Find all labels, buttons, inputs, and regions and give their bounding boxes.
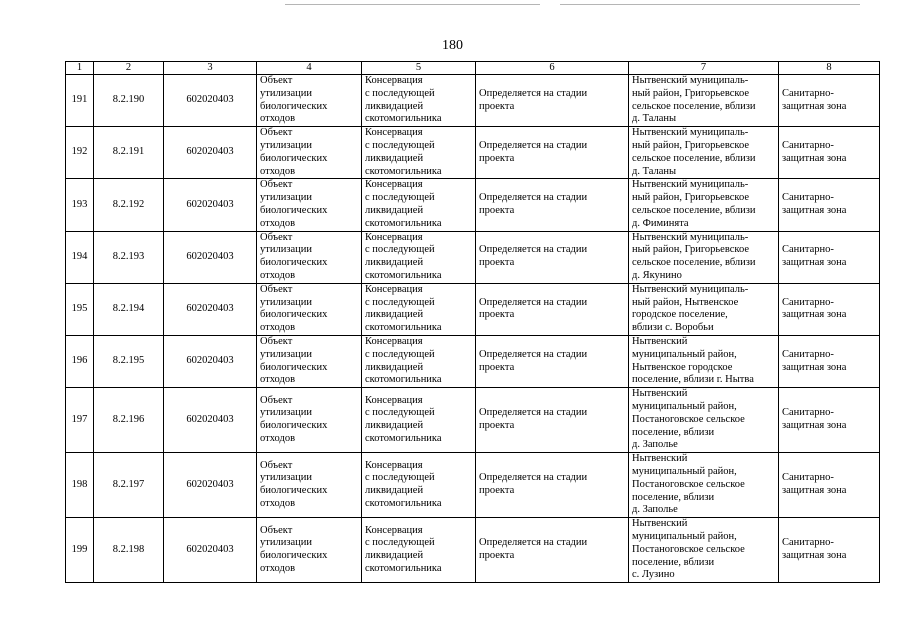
location-cell <box>629 75 779 127</box>
object-type-line: Объект <box>260 75 293 86</box>
header-cell: 2 <box>94 62 164 75</box>
location-line: д. Заполье <box>632 439 678 451</box>
object-type-line: утилизации <box>260 87 312 99</box>
zone-line: защитная зона <box>782 152 847 164</box>
object-type-line: Объект <box>260 394 293 406</box>
zone-cell <box>779 335 880 387</box>
zone-cell <box>779 179 880 231</box>
action-line: с последующей <box>365 192 435 204</box>
location-cell <box>629 283 779 335</box>
object-type-cell <box>257 179 362 231</box>
object-type-line: Объект <box>260 524 293 536</box>
table-body <box>66 75 880 583</box>
location-line: поселение, вблизи <box>632 491 715 503</box>
deadline-line: проекта <box>479 550 515 562</box>
code-cell: 8.2.193 <box>94 231 164 283</box>
object-type-line: утилизации <box>260 192 312 204</box>
code-cell: 8.2.191 <box>94 127 164 179</box>
action-line: ликвидацией <box>365 309 424 321</box>
deadline-line: Определяется на стадии <box>479 296 588 308</box>
code-cell: 8.2.190 <box>94 75 164 127</box>
location-line: муниципальный район, <box>632 400 737 412</box>
action-line: скотомогильника <box>365 497 442 509</box>
object-type-line: Объект <box>260 335 293 347</box>
action-line: Консервация <box>365 179 423 191</box>
object-type-cell <box>257 453 362 518</box>
row-number-cell: 194 <box>66 231 94 283</box>
object-type-line: отходов <box>260 322 296 334</box>
register-table <box>65 61 880 583</box>
location-line: поселение, вблизи г. Нытва <box>632 374 754 386</box>
location-line: сельское поселение, вблизи <box>632 152 756 164</box>
zone-line: защитная зона <box>782 420 847 432</box>
top-rule-right <box>560 4 860 5</box>
okpd-code-cell: 602020403 <box>164 388 257 453</box>
action-line: ликвидацией <box>365 204 424 216</box>
action-line: ликвидацией <box>365 257 424 269</box>
action-line: Консервация <box>365 231 423 243</box>
action-line: скотомогильника <box>365 562 442 574</box>
row-number-cell: 198 <box>66 453 94 518</box>
table-row <box>66 283 880 335</box>
action-line: ликвидацией <box>365 361 424 373</box>
location-line: городское поселение, <box>632 309 728 321</box>
okpd-code-cell: 602020403 <box>164 231 257 283</box>
header-cell: 1 <box>66 62 94 75</box>
deadline-line: Определяется на стадии <box>479 537 588 549</box>
table-row <box>66 453 880 518</box>
location-cell <box>629 518 779 583</box>
deadline-line: Определяется на стадии <box>479 139 588 151</box>
okpd-code-cell: 602020403 <box>164 283 257 335</box>
location-line: д. Заполье <box>632 504 678 516</box>
location-line: Нытвенский <box>632 453 688 465</box>
deadline-cell <box>476 283 629 335</box>
object-type-line: отходов <box>260 374 296 386</box>
object-type-line: утилизации <box>260 296 312 308</box>
okpd-code-cell: 602020403 <box>164 453 257 518</box>
action-line: ликвидацией <box>365 152 424 164</box>
location-line: Нытвенское городское <box>632 361 733 373</box>
zone-cell <box>779 518 880 583</box>
code-cell: 8.2.196 <box>94 388 164 453</box>
table-row <box>66 179 880 231</box>
zone-line: защитная зона <box>782 100 847 112</box>
action-line: скотомогильника <box>365 113 442 125</box>
zone-cell <box>779 388 880 453</box>
row-number-cell: 192 <box>66 127 94 179</box>
action-cell <box>362 127 476 179</box>
location-cell <box>629 231 779 283</box>
action-line: с последующей <box>365 348 435 360</box>
location-cell <box>629 127 779 179</box>
deadline-cell <box>476 518 629 583</box>
action-line: с последующей <box>365 139 435 151</box>
action-line: ликвидацией <box>365 550 424 562</box>
row-number-cell: 199 <box>66 518 94 583</box>
object-type-cell <box>257 231 362 283</box>
action-cell <box>362 75 476 127</box>
location-line: поселение, вблизи <box>632 556 715 568</box>
action-line: с последующей <box>365 407 435 419</box>
object-type-line: утилизации <box>260 472 312 484</box>
code-cell: 8.2.194 <box>94 283 164 335</box>
object-type-line: отходов <box>260 497 296 509</box>
top-rule-left <box>285 4 540 5</box>
object-type-line: утилизации <box>260 348 312 360</box>
deadline-line: проекта <box>479 309 515 321</box>
location-line: д. Фиминята <box>632 217 689 229</box>
okpd-code-cell: 602020403 <box>164 335 257 387</box>
object-type-line: биологических <box>260 485 328 497</box>
location-line: вблизи с. Воробьи <box>632 322 714 334</box>
code-cell: 8.2.192 <box>94 179 164 231</box>
action-line: ликвидацией <box>365 420 424 432</box>
action-line: скотомогильника <box>365 217 442 229</box>
deadline-line: Определяется на стадии <box>479 407 588 419</box>
object-type-line: утилизации <box>260 139 312 151</box>
location-cell <box>629 453 779 518</box>
zone-line: Санитарно- <box>782 537 834 549</box>
deadline-cell <box>476 231 629 283</box>
object-type-cell <box>257 283 362 335</box>
action-line: скотомогильника <box>365 432 442 444</box>
location-line: с. Лузино <box>632 569 675 581</box>
action-cell <box>362 231 476 283</box>
action-line: с последующей <box>365 296 435 308</box>
zone-line: Санитарно- <box>782 407 834 419</box>
code-cell: 8.2.198 <box>94 518 164 583</box>
code-cell: 8.2.195 <box>94 335 164 387</box>
table-row <box>66 518 880 583</box>
action-line: Консервация <box>365 394 423 406</box>
object-type-cell <box>257 75 362 127</box>
action-line: Консервация <box>365 127 423 139</box>
action-line: Консервация <box>365 335 423 347</box>
action-cell <box>362 453 476 518</box>
table-row <box>66 231 880 283</box>
location-line: сельское поселение, вблизи <box>632 204 756 216</box>
okpd-code-cell: 602020403 <box>164 179 257 231</box>
action-line: ликвидацией <box>365 485 424 497</box>
table-row <box>66 127 880 179</box>
zone-cell <box>779 75 880 127</box>
zone-line: защитная зона <box>782 204 847 216</box>
location-line: Нытвенский <box>632 388 688 400</box>
object-type-line: отходов <box>260 432 296 444</box>
action-line: Консервация <box>365 459 423 471</box>
object-type-cell <box>257 127 362 179</box>
object-type-line: Объект <box>260 179 293 191</box>
object-type-line: отходов <box>260 113 296 125</box>
okpd-code-cell: 602020403 <box>164 75 257 127</box>
location-line: д. Таланы <box>632 113 677 125</box>
object-type-line: Объект <box>260 283 293 295</box>
deadline-line: Определяется на стадии <box>479 87 588 99</box>
zone-line: Санитарно- <box>782 296 834 308</box>
zone-line: Санитарно- <box>782 192 834 204</box>
location-cell <box>629 388 779 453</box>
deadline-line: проекта <box>479 420 515 432</box>
object-type-line: отходов <box>260 269 296 281</box>
deadline-line: проекта <box>479 361 515 373</box>
okpd-code-cell: 602020403 <box>164 127 257 179</box>
location-line: д. Таланы <box>632 165 677 177</box>
object-type-line: биологических <box>260 309 328 321</box>
zone-line: Санитарно- <box>782 472 834 484</box>
row-number-cell: 195 <box>66 283 94 335</box>
object-type-cell <box>257 388 362 453</box>
object-type-line: биологических <box>260 257 328 269</box>
location-cell <box>629 179 779 231</box>
row-number-cell: 197 <box>66 388 94 453</box>
table-row <box>66 388 880 453</box>
location-line: сельское поселение, вблизи <box>632 257 756 269</box>
location-line: ный район, Нытвенское <box>632 296 739 308</box>
header-cell: 8 <box>779 62 880 75</box>
header-cell: 5 <box>362 62 476 75</box>
action-line: ликвидацией <box>365 100 424 112</box>
action-cell <box>362 388 476 453</box>
deadline-cell <box>476 75 629 127</box>
object-type-line: Объект <box>260 127 293 139</box>
location-line: муниципальный район, <box>632 530 737 542</box>
object-type-line: утилизации <box>260 407 312 419</box>
location-line: ный район, Григорьевское <box>632 192 750 204</box>
location-line: ный район, Григорьевское <box>632 139 750 151</box>
zone-line: Санитарно- <box>782 348 834 360</box>
zone-line: Санитарно- <box>782 139 834 151</box>
table-row <box>66 335 880 387</box>
zone-cell <box>779 231 880 283</box>
location-line: Нытвенский муниципаль- <box>632 231 749 243</box>
object-type-line: утилизации <box>260 537 312 549</box>
location-line: д. Якунино <box>632 269 682 281</box>
action-line: Консервация <box>365 283 423 295</box>
deadline-cell <box>476 179 629 231</box>
object-type-line: биологических <box>260 550 328 562</box>
action-line: скотомогильника <box>365 165 442 177</box>
zone-cell <box>779 127 880 179</box>
location-line: поселение, вблизи <box>632 426 715 438</box>
zone-line: защитная зона <box>782 485 847 497</box>
object-type-line: отходов <box>260 562 296 574</box>
zone-line: Санитарно- <box>782 244 834 256</box>
action-cell <box>362 283 476 335</box>
location-line: Постаноговское сельское <box>632 478 745 490</box>
location-line: Постаноговское сельское <box>632 413 745 425</box>
location-line: Нытвенский <box>632 335 688 347</box>
action-cell <box>362 179 476 231</box>
okpd-code-cell: 602020403 <box>164 518 257 583</box>
action-line: с последующей <box>365 537 435 549</box>
action-line: с последующей <box>365 472 435 484</box>
deadline-cell <box>476 388 629 453</box>
location-line: ный район, Григорьевское <box>632 87 750 99</box>
location-line: муниципальный район, <box>632 465 737 477</box>
location-line: Нытвенский муниципаль- <box>632 179 749 191</box>
object-type-line: Объект <box>260 459 293 471</box>
zone-line: защитная зона <box>782 309 847 321</box>
location-line: Нытвенский муниципаль- <box>632 75 749 86</box>
action-line: скотомогильника <box>365 374 442 386</box>
zone-cell <box>779 453 880 518</box>
action-line: скотомогильника <box>365 269 442 281</box>
location-cell <box>629 335 779 387</box>
location-line: Постаноговское сельское <box>632 543 745 555</box>
deadline-line: Определяется на стадии <box>479 472 588 484</box>
action-line: скотомогильника <box>365 322 442 334</box>
deadline-line: проекта <box>479 152 515 164</box>
object-type-line: отходов <box>260 217 296 229</box>
location-line: сельское поселение, вблизи <box>632 100 756 112</box>
object-type-line: биологических <box>260 100 328 112</box>
action-line: Консервация <box>365 524 423 536</box>
action-line: с последующей <box>365 87 435 99</box>
object-type-line: биологических <box>260 152 328 164</box>
location-line: Нытвенский муниципаль- <box>632 283 749 295</box>
row-number-cell: 191 <box>66 75 94 127</box>
deadline-cell <box>476 127 629 179</box>
header-cell: 6 <box>476 62 629 75</box>
header-cell: 7 <box>629 62 779 75</box>
row-number-cell: 196 <box>66 335 94 387</box>
header-cell: 3 <box>164 62 257 75</box>
action-cell <box>362 518 476 583</box>
object-type-cell <box>257 335 362 387</box>
object-type-line: утилизации <box>260 244 312 256</box>
header-cell: 4 <box>257 62 362 75</box>
object-type-line: биологических <box>260 204 328 216</box>
row-number-cell: 193 <box>66 179 94 231</box>
object-type-line: биологических <box>260 361 328 373</box>
object-type-line: отходов <box>260 165 296 177</box>
object-type-line: Объект <box>260 231 293 243</box>
deadline-line: проекта <box>479 100 515 112</box>
page-number: 180 <box>442 38 463 53</box>
table-row <box>66 75 880 127</box>
location-line: муниципальный район, <box>632 348 737 360</box>
action-cell <box>362 335 476 387</box>
location-line: ный район, Григорьевское <box>632 244 750 256</box>
zone-cell <box>779 283 880 335</box>
object-type-cell <box>257 518 362 583</box>
header-row <box>66 62 880 75</box>
deadline-line: Определяется на стадии <box>479 244 588 256</box>
deadline-line: Определяется на стадии <box>479 192 588 204</box>
location-line: Нытвенский муниципаль- <box>632 127 749 139</box>
deadline-cell <box>476 335 629 387</box>
deadline-line: проекта <box>479 485 515 497</box>
action-line: с последующей <box>365 244 435 256</box>
zone-line: защитная зона <box>782 550 847 562</box>
deadline-line: Определяется на стадии <box>479 348 588 360</box>
zone-line: защитная зона <box>782 257 847 269</box>
code-cell: 8.2.197 <box>94 453 164 518</box>
location-line: Нытвенский <box>632 518 688 530</box>
object-type-line: биологических <box>260 420 328 432</box>
zone-line: защитная зона <box>782 361 847 373</box>
zone-line: Санитарно- <box>782 87 834 99</box>
deadline-line: проекта <box>479 257 515 269</box>
deadline-line: проекта <box>479 204 515 216</box>
deadline-cell <box>476 453 629 518</box>
action-line: Консервация <box>365 75 423 86</box>
